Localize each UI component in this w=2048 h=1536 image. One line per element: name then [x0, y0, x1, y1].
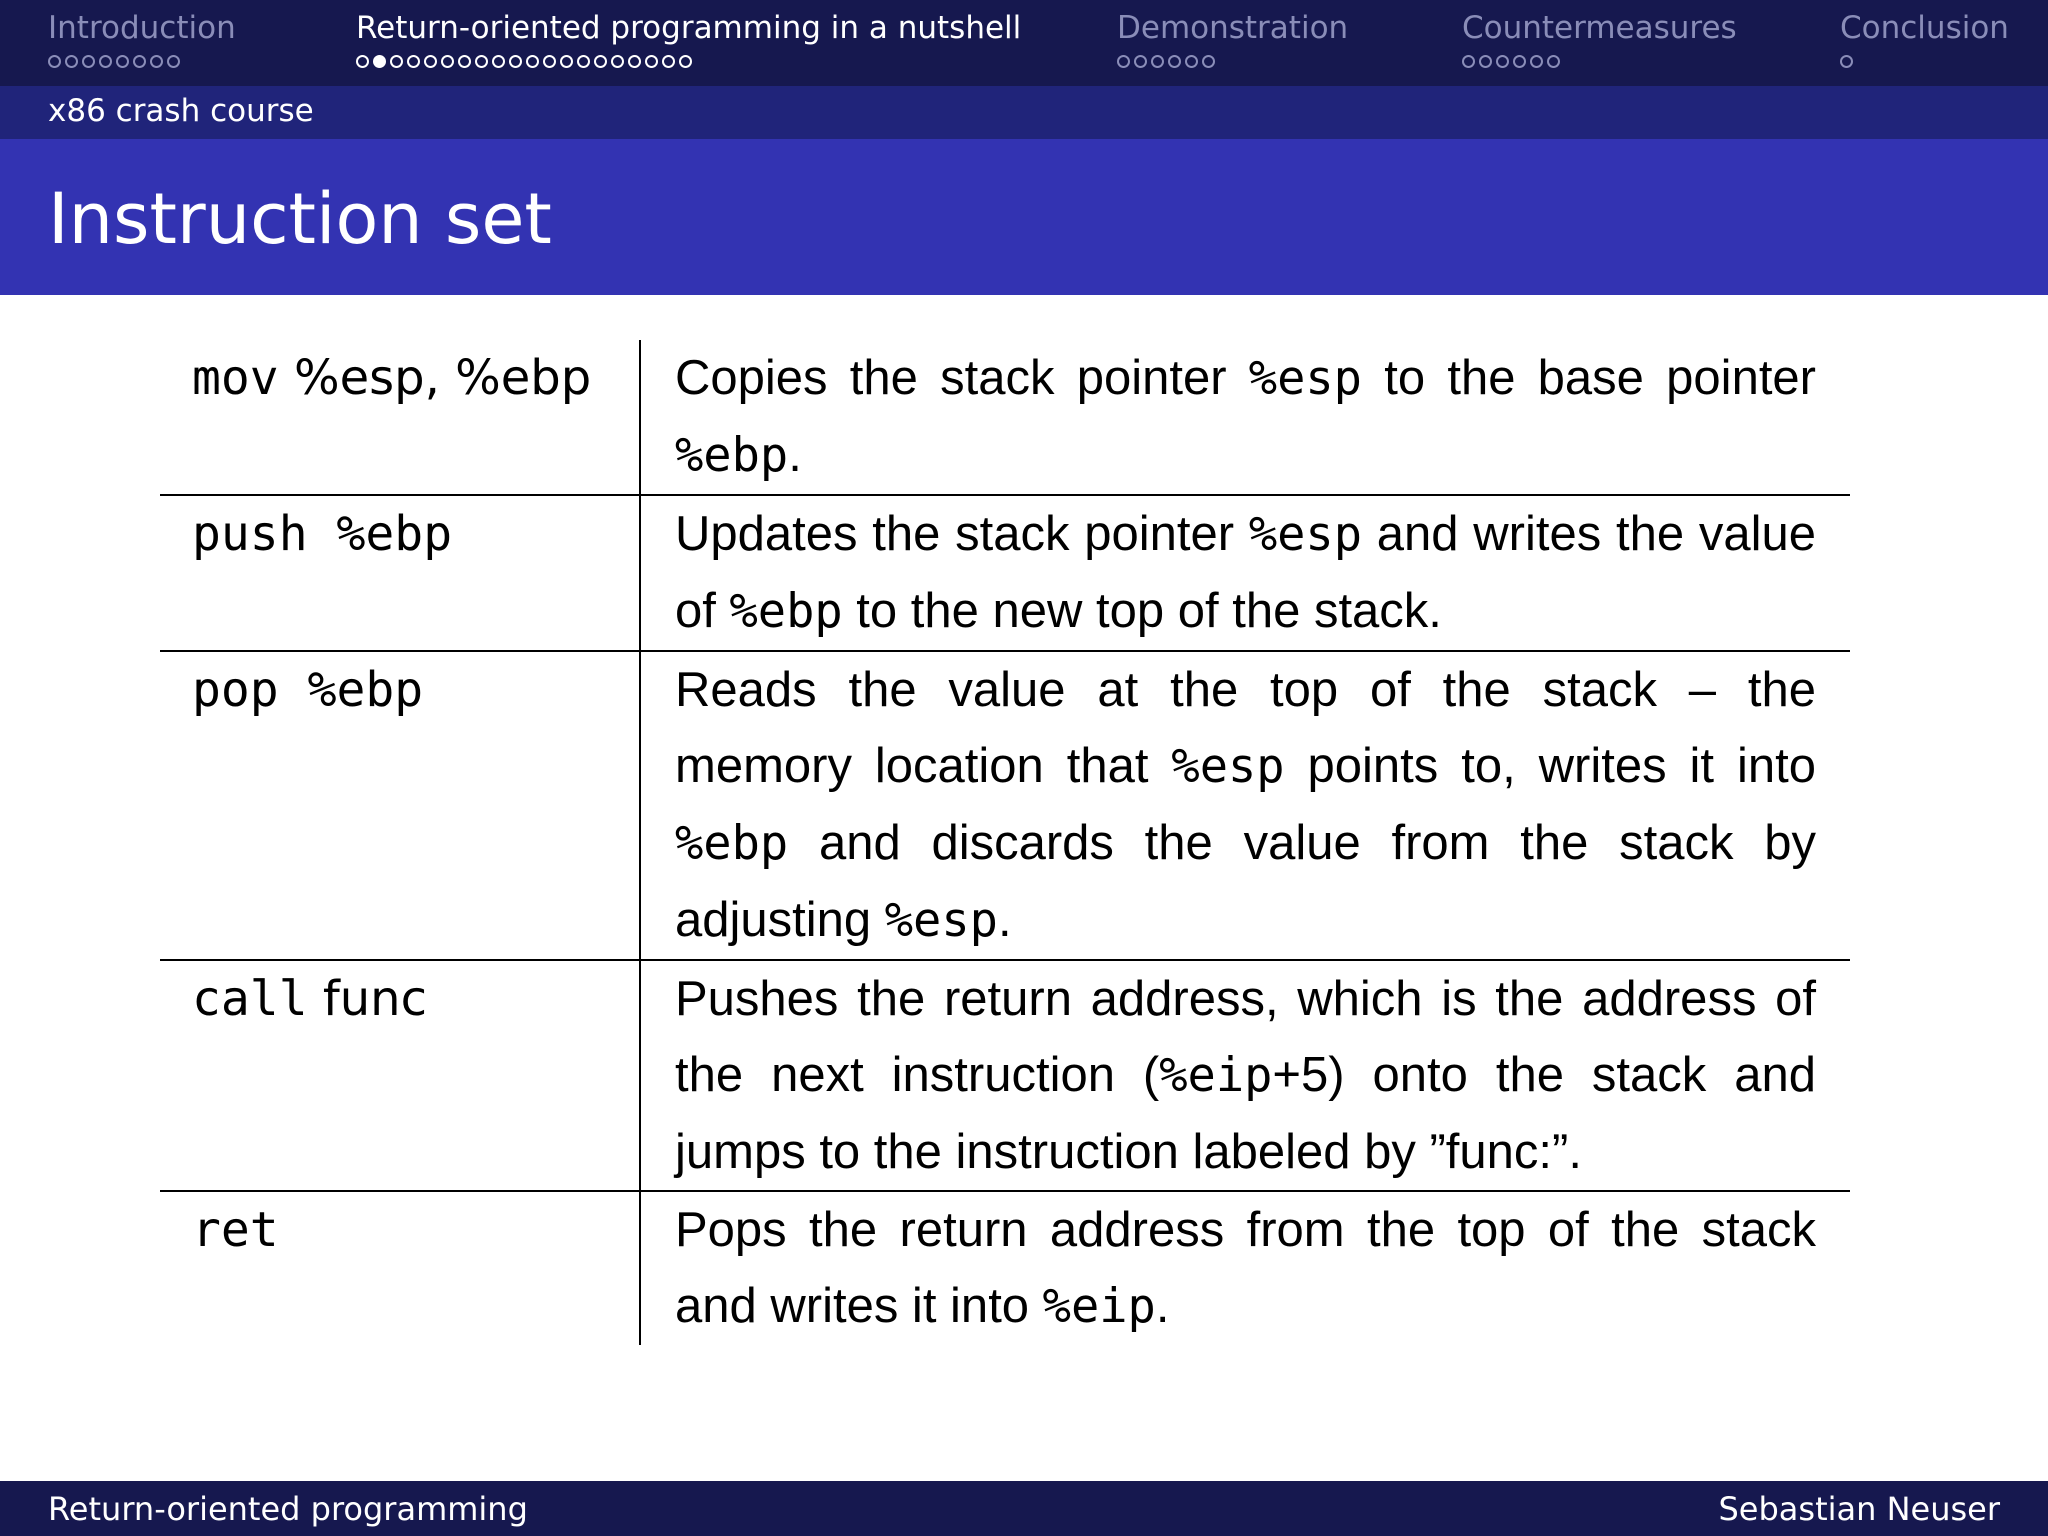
nav-frame-dot[interactable]: [1117, 55, 1130, 68]
subsection-title[interactable]: x86 crash course: [48, 93, 314, 129]
description-cell: [641, 652, 1850, 959]
instruction-text: pop %ebp: [192, 662, 424, 718]
nav-frame-dot[interactable]: [1168, 55, 1181, 68]
table-row: [160, 961, 1850, 1192]
description-text: and discards the value from the stack by adjusting: [675, 816, 1816, 947]
instruction-text: mov: [192, 350, 279, 406]
nav-section-title[interactable]: Return-oriented programming in a nutshell: [356, 10, 1022, 46]
register-name: %esp: [884, 893, 998, 948]
instruction-cell: [160, 496, 641, 650]
nav-frame-dot[interactable]: [356, 55, 369, 68]
nav-frame-dot[interactable]: [594, 55, 607, 68]
nav-frame-dot[interactable]: [1202, 55, 1215, 68]
description-text: points to, writes it into: [1284, 739, 1816, 793]
nav-frame-dots: [1117, 52, 1348, 74]
nav-section-3[interactable]: [1117, 8, 1348, 74]
nav-section-title[interactable]: Introduction: [48, 10, 236, 46]
nav-frame-dot[interactable]: [611, 55, 624, 68]
table-row: [160, 1192, 1850, 1345]
nav-section-title[interactable]: Countermeasures: [1462, 10, 1737, 46]
nav-frame-dot[interactable]: [1151, 55, 1164, 68]
description-text: .: [997, 893, 1012, 947]
description-text: Pops the return address from the top of the stack and writes it into: [675, 1203, 1816, 1333]
nav-frame-dot[interactable]: [82, 55, 95, 68]
nav-frame-dot[interactable]: [645, 55, 658, 68]
register-name: %esp: [1171, 739, 1285, 794]
section-navigation: [0, 0, 2048, 86]
description-cell: [641, 496, 1850, 650]
nav-frame-dots: [1840, 52, 2009, 74]
nav-frame-dot[interactable]: [475, 55, 488, 68]
nav-frame-dot[interactable]: [1479, 55, 1492, 68]
footer-presentation-title: Return-oriented programming: [48, 1490, 528, 1528]
instruction-text: push %ebp: [192, 506, 453, 562]
nav-frame-dot[interactable]: [509, 55, 522, 68]
description-cell: [641, 1192, 1850, 1345]
nav-frame-dot[interactable]: [116, 55, 129, 68]
nav-frame-dot[interactable]: [492, 55, 505, 68]
nav-frame-dot[interactable]: [526, 55, 539, 68]
frame-title-bar: [0, 139, 2048, 295]
nav-frame-dot[interactable]: [48, 55, 61, 68]
nav-section-4[interactable]: [1462, 8, 1737, 74]
table-row: [160, 340, 1850, 496]
instruction-table: [160, 340, 1850, 1345]
register-name: %eip: [1159, 1048, 1273, 1103]
instruction-cell: [160, 652, 641, 959]
frame-title: Instruction set: [48, 178, 552, 260]
nav-frame-dot[interactable]: [543, 55, 556, 68]
nav-frame-dot[interactable]: [1496, 55, 1509, 68]
nav-section-title[interactable]: Demonstration: [1117, 10, 1349, 46]
nav-frame-dot[interactable]: [1530, 55, 1543, 68]
table-row: [160, 496, 1850, 652]
description-text: and writes the value of: [675, 507, 1816, 638]
instruction-text: call: [192, 971, 308, 1027]
register-name: %esp: [1248, 351, 1362, 406]
nav-frame-dot[interactable]: [1134, 55, 1147, 68]
nav-frame-dot[interactable]: [662, 55, 675, 68]
nav-frame-dot[interactable]: [1840, 55, 1853, 68]
instruction-cell: [160, 961, 641, 1190]
nav-frame-dot[interactable]: [99, 55, 112, 68]
nav-frame-dot[interactable]: [458, 55, 471, 68]
table-row: [160, 652, 1850, 961]
instruction-cell: [160, 1192, 641, 1345]
register-name: %esp: [1248, 507, 1363, 562]
description-text: .: [788, 428, 802, 482]
description-text: to the new top of the stack.: [842, 584, 1442, 638]
nav-frame-dot[interactable]: [150, 55, 163, 68]
nav-frame-dot[interactable]: [65, 55, 78, 68]
description-text: Pushes the return address, which is the address of the next instruction (: [675, 972, 1816, 1102]
instruction-text: func: [307, 971, 427, 1027]
nav-frame-dot[interactable]: [1462, 55, 1475, 68]
footer-author: Sebastian Neuser: [1718, 1490, 2000, 1528]
register-name: %ebp: [675, 428, 789, 483]
nav-frame-dot[interactable]: [390, 55, 403, 68]
description-text: .: [1155, 1279, 1170, 1333]
nav-frame-dot[interactable]: [577, 55, 590, 68]
nav-section-2[interactable]: [356, 8, 1021, 74]
nav-frame-dot-current[interactable]: [373, 55, 386, 68]
description-text: Reads the value at the top of the stack – the memory location that: [675, 663, 1816, 793]
nav-frame-dot[interactable]: [424, 55, 437, 68]
register-name: %eip: [1042, 1279, 1156, 1334]
nav-frame-dot[interactable]: [167, 55, 180, 68]
description-text: Updates the stack pointer: [675, 507, 1249, 561]
nav-section-title[interactable]: Conclusion: [1840, 10, 2009, 46]
description-text: to the base pointer: [1361, 351, 1816, 405]
nav-frame-dot[interactable]: [560, 55, 573, 68]
description-cell: [641, 340, 1850, 494]
description-text: +5) onto the stack and jumps to the instruction labeled by ”func:”.: [675, 1048, 1817, 1179]
instruction-text: %esp, %ebp: [278, 350, 592, 406]
nav-frame-dots: [356, 52, 1021, 74]
nav-frame-dot[interactable]: [1547, 55, 1560, 68]
nav-frame-dot[interactable]: [1185, 55, 1198, 68]
description-text: Copies the stack pointer: [675, 351, 1249, 405]
nav-frame-dots: [1462, 52, 1737, 74]
register-name: %ebp: [675, 816, 789, 871]
nav-frame-dots: [48, 52, 236, 74]
nav-section-1[interactable]: [48, 8, 236, 74]
instruction-text: ret: [192, 1202, 279, 1258]
nav-frame-dot[interactable]: [679, 55, 692, 68]
nav-frame-dot[interactable]: [1513, 55, 1526, 68]
nav-frame-dot[interactable]: [407, 55, 420, 68]
instruction-cell: [160, 340, 641, 494]
nav-frame-dot[interactable]: [133, 55, 146, 68]
nav-section-5[interactable]: [1840, 8, 2009, 74]
nav-frame-dot[interactable]: [628, 55, 641, 68]
register-name: %ebp: [729, 584, 843, 639]
description-cell: [641, 961, 1850, 1190]
nav-frame-dot[interactable]: [441, 55, 454, 68]
subsection-bar: [0, 86, 2048, 139]
footer-bar: [0, 1481, 2048, 1536]
